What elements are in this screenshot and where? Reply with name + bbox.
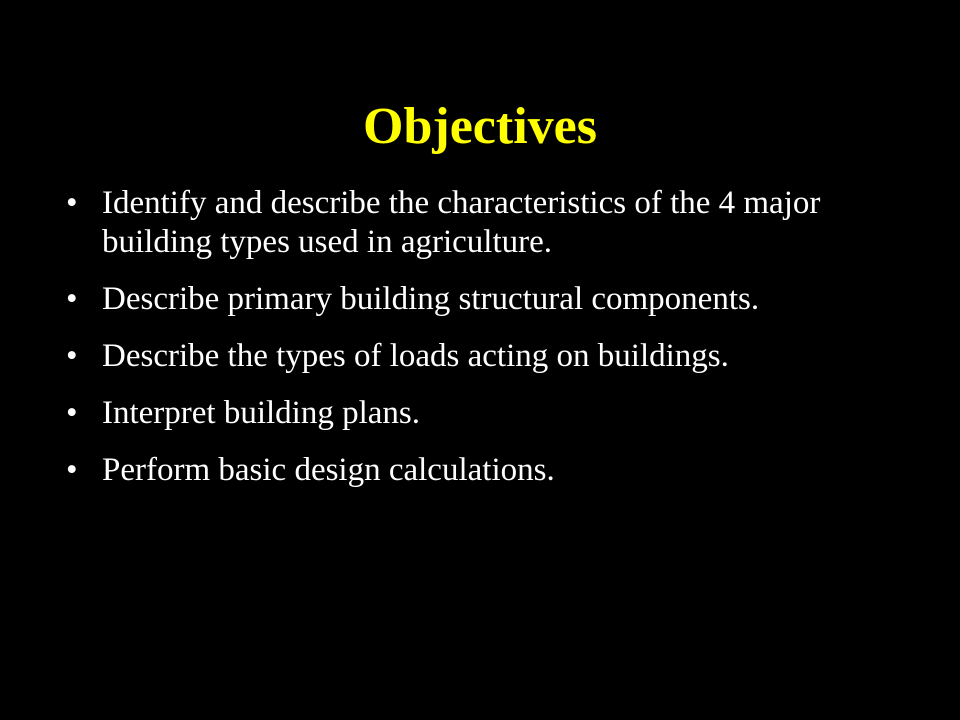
list-item [66,451,856,490]
slide-title: Objectives [363,98,597,155]
list-item [66,280,856,319]
list-item [66,337,856,376]
bullet-icon: • [66,185,78,221]
bullet-icon: • [66,452,78,488]
bullet-icon: • [66,281,78,317]
list-item [66,184,856,262]
bullet-icon: • [66,338,78,374]
bullet-text: Identify and describe the characteristics of the 4 major building types used in agriculture. [102,185,821,260]
bullet-text: Perform basic design calculations. [102,452,555,488]
bullet-text: Describe the types of loads acting on buildings. [102,338,729,374]
list-item [66,394,856,433]
bullet-text: Interpret building plans. [102,395,421,431]
bullet-icon: • [66,395,78,431]
bullet-text: Describe primary building structural components. [102,281,760,317]
objectives-list [66,184,856,508]
